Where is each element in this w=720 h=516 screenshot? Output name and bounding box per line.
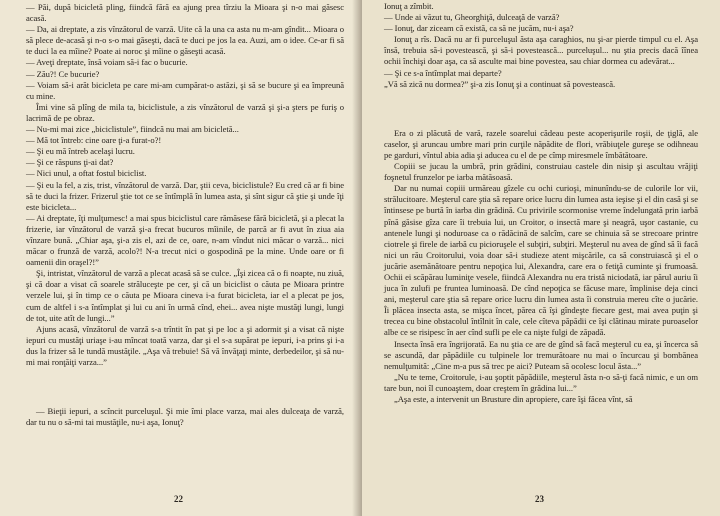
paragraph: — Păi, după bicicletă pling, fiindcă fără ea ajung prea tîrziu la Mioara şi n-o mai găsesc acasă.	[26, 2, 344, 24]
paragraph: — Nu-mi mai zice „biciclistule”, fiindcă nu mai am bicicletă...	[26, 124, 239, 135]
paragraph: „Vă să zică nu dormea?” şi-a zis Ionuţ şi a continuat să povestească.	[384, 78, 616, 89]
left-page-text	[26, 0, 344, 428]
paragraph: Îmi vine să plîng de mila ta, biciclistule, a zis vînzătorul de varză şi şi-a şters pe furiş o lacrimă de pe obraz.	[26, 101, 344, 123]
paragraph: Şi, intristat, vînzătorul de varză a plecat acasă să se culce. „Îşi zicea că o fi noapte, nu ziuă, şi că doar a visat că soarele străluceşte pe cer, şi că un biciclist o căuta pe Mioara printre verzele lui, şi în timp ce o căuta pe Mioara cineva i-a furat bicicleta, iar el a plecat pe jos, cum de altfel i s-a întîmplat şi lui cu ani în urmă cînd, ehei... avea nişte mustăţi lungi, lungi de tot, uite atît de lungi...”	[26, 268, 344, 323]
paragraph: — Şi eu mă întreb acelaşi lucru.	[26, 146, 135, 157]
paragraph: „Nu te teme, Croitorule, i-au şoptit păpădiile, meşterul ăsta n-o să-ţi facă nimic, e un om tare bun, noi îl cunoaştem, doar creştem în grădina lui...”	[384, 371, 698, 393]
page-number: 22	[174, 494, 183, 504]
paragraph: — Unde ai văzut tu, Gheorghiţă, dulceaţă de varză?	[384, 12, 560, 23]
paragraph: — Voiam să-i arăt bicicleta pe care mi-am cumpărat-o astăzi, şi să se bucure şi ea împreună cu mine.	[26, 79, 344, 101]
paragraph: — Ionuţ, dar ziceam că există, ca să ne jucăm, nu-i aşa?	[384, 23, 574, 34]
paragraph: Ionuţ a zîmbit.	[384, 1, 434, 11]
section-break	[384, 90, 698, 128]
paragraph: — Şi eu la fel, a zis, trist, vînzătorul de varză. Dar, ştii ceva, biciclistule? Eu cred că ar fi bine să te duci la frizer. Frizerul ştie tot ce se întîmplă în lumea asta, şi sînt sigur că ştie şi unde îţi este bicicleta...	[26, 179, 344, 212]
paragraph: — Aveţi dreptate, însă voiam să-i fac o bucurie.	[26, 57, 188, 68]
paragraph: — Bieţii iepuri, a scîncit purceluşul. Şi mie îmi place varza, mai ales dulceaţa de varză, dar tu nu o să-mi tai mustăţile, nu-i aşa, Ionuţ?	[26, 406, 344, 428]
paragraph: — Nici unul, a oftat fostul biciclist.	[26, 168, 147, 179]
paragraph: — Zău?! Ce bucurie?	[26, 68, 100, 79]
paragraph: Copiii se jucau la umbră, prin grădini, construiau castele din nisip şi ascultau vrăjiţi foşnetul frunzelor pe iarba mătăsoasă.	[384, 161, 698, 183]
page-number: 23	[535, 494, 544, 504]
paragraph: — Da, ai dreptate, a zis vînzătorul de varză. Uite că la una ca asta nu m-am gîndit... Mioara o să plece de-acasă şi n-o s-o mai găseşti, dacă te duci pe jos la ea. Auzi, am o idee. Ce-ar fi să te duci la ea mîine? Poate ai noroc şi mîine o găseşti acasă.	[26, 24, 344, 57]
paragraph: — Ai dreptate, îţi mulţumesc! a mai spus biciclistul care rămăsese fără bicicletă, şi a plecat la frizerie, iar vînzătorul de varză şi-a frecat bucuros mîinile, de parcă ar fi avut în ziua aia vînzare bună. „Chiar aşa, şi-a zis el, azi de ce, oare, n-am vîndut nici măcar o varză... nici măcar o frunză de varză, acolo?! N-a trecut nici o gospodină pe la mine. Unde oare or fi oamenii din oraşel?!”	[26, 212, 344, 268]
paragraph: — Mă tot întreb: cine oare ţi-a furat-o?!	[26, 135, 162, 146]
paragraph: Era o zi plăcută de vară, razele soarelui cădeau peste acoperişurile roşii, de ţiglă, ale caselor, şi aruncau umbre mari prin curţile năpădite de flori, vrăbiuţele gureşe se odihneau pe garduri, vîntul abia adia şi aducea cu el de pe cîmp miresmele îmbătătoare.	[384, 127, 698, 160]
paragraph: Ajuns acasă, vînzătorul de varză s-a trîntit în pat şi pe loc a şi adormit şi a visat că nişte iepuri cu mustăţi uriaşe i-au mîncat toată varza, dar şi el s-a supărat pe iepuri, i-a prins şi i-a dus la frizer să le tundă mustăţile. „Aşa vă trebuie! Să vă învăţaţi minte, derbedeilor, şi să nu-mi mai ronţăiţi varza...”	[26, 323, 344, 367]
section-break	[26, 368, 344, 406]
paragraph: — Şi ce răspuns ţi-ai dat?	[26, 157, 114, 168]
paragraph: Ionuţ a rîs. Dacă nu ar fi purceluşul ăsta aşa caraghios, nu şi-ar pierde timpul cu el. Aşa însă, trebuia să-i povestească, şi să-i povestească... purceluşul... nu ştia precis dacă îînea ochii închişi doar aşa, ca să asculte mai bine povestea, sau chiar dormea cu adevărat...	[384, 34, 698, 67]
paragraph: Insecta însă era îngrijorată. Ea nu ştia ce are de gînd să facă meşterul cu ea, şi încerca să se ascundă, dar păpădiile cu tulpinele lor tremurătoare nu mai o încurcau şi bombănea nemulţumită: „Cine m-a pus să trec pe aici? Puteam să ocolesc locul ăsta...”	[384, 338, 698, 371]
paragraph: Dar nu numai copiii urmăreau gîzele cu ochi curioşi, minunîndu-se de culorile lor vii, strălucitoare. Meşterul care ştia să repare orice lucru din lumea asta ieşise şi el din casă şi se întinsese pe burtă în iarba din grădină. Cu privirile scormonise vreme îndelungată prin iarbă pînă găsise gîza care îi trebuia lui, un Croitor, o insectă mare şi neagră, uşor castanie, cu antenele lungi şi noduroase ca o rădăcină de salcîm, care se chinuia să se strecoare printre ciotrele şi firele de iarbă cu picioruşele el subţiri, subţiri. Meşterul nu avea de gînd să îi facă nici un rău Croitorului, voia doar să-i studieze atent mişcările, ca să construiască şi el o jucărie asemănătoare pentru nepoţica lui, Alexandra, care era o fetiţă cuminte şi frumoasă. Ochii ei scăpărau luminiţe vesele, fiindcă Alexandra nu era tristă niciodată, iar părul auriu îi juca în zulufi pe fruntea luminoasă. De cînd nepoţica se făcuse mare, împlinise deja cinci ani, meşterul care ştia să repare orice lucru din lumea asta îi construia mereu cîte o jucărie. Îi plăcea insecta asta, se mişca încet, părea că îşi gîndeşte fiecare gest, mai avea puţin şi trecea cu bine obstacolul întîlnit în cale, cele cîteva păpădii ce îşi clătinau mirate puroaselor albe ce se risipesc în aer cînd sufli pe ele ca nişte fulgi de zăpadă.	[384, 183, 698, 338]
paragraph: — Şi ce s-a întîmplat mai departe?	[384, 67, 502, 78]
paragraph: „Aşa este, a intervenit un Brusture din apropiere, care îşi făcea vînt, să	[394, 394, 633, 404]
right-page-text	[384, 0, 698, 405]
right-page	[362, 0, 720, 516]
